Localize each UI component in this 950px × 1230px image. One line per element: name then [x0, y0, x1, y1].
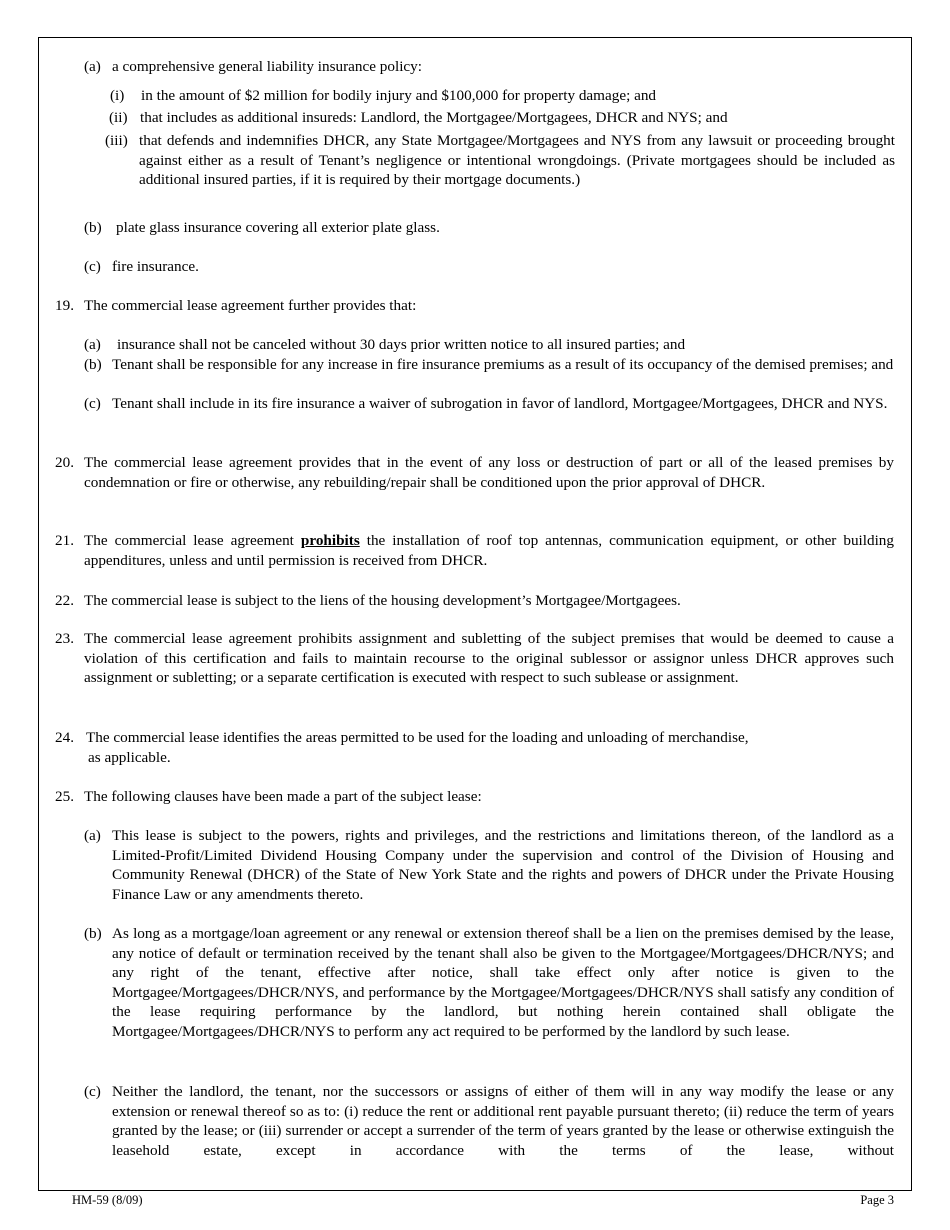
item19-a-label: (a) [84, 336, 101, 353]
item22-num: 22. [55, 592, 74, 609]
item25-a [84, 826, 896, 906]
item25-c-text: Neither the landlord, the tenant, nor the successors or assigns of either of them will in any way modify the lease or any extension or renewal thereof so as to: (i) reduce the rent or additional rent payable pursuant thereto; (ii) reduce the term of years granted by the lease; or (iii) surrender or accept a surrender of the term of years granted by the lease or otherwise extinguish the leasehold estate, except in accordance with the terms of the lease, without [112, 1083, 894, 1159]
item24-line2: as applicable. [88, 749, 171, 766]
footer-form-id: HM-59 (8/09) [72, 1193, 143, 1207]
item20 [55, 453, 896, 513]
item19-c-label: (c) [84, 395, 101, 412]
item19-b-label: (b) [84, 356, 102, 373]
item21-text [84, 531, 894, 570]
item18-sub-iii-text: that defends and indemnifies DHCR, any State Mortgagee/Mortgagees and NYS from any lawsuit or proceeding brought against either as a result of Tenant’s negligence or intentional wrongdoings. (Private mortgagees should be included as additional insured parties, if it is required by their mortgage documents.) [139, 132, 895, 189]
item21-text-after: the installation of roof top antennas, communication equipment, or other building appenditures, unless and until permission is received from DHCR. [84, 532, 894, 569]
item20-text: The commercial lease agreement provides that in the event of any loss or destruction of part or all of the leased premises by condemnation or fire or otherwise, any rebuilding/repair shall be conditioned upon the prior approval of DHCR. [84, 454, 894, 491]
item24 [55, 728, 896, 768]
footer-page-number: Page 3 [860, 1193, 894, 1207]
item19-c-text: Tenant shall include in its fire insurance a waiver of subrogation in favor of landlord, Mortgagee/Mortgagees, DHCR and NYS. [112, 395, 888, 412]
item25-num: 25. [55, 788, 74, 805]
item25-c [84, 1082, 896, 1162]
item19-b [84, 355, 896, 395]
item18-c-text: fire insurance. [112, 258, 199, 275]
item23-num: 23. [55, 630, 74, 647]
item25-a-text: This lease is subject to the powers, rights and privileges, and the restrictions and limitations thereon, of the landlord as a Limited-Profit/Limited Dividend Housing Company under the supervision and control of the Division of Housing and Community Renewal (DHCR) of the State of New York State and the rights and powers of DHCR under the Private Housing Finance Law or any amendments thereto. [112, 827, 894, 903]
item24-line1: The commercial lease identifies the areas permitted to be used for the loading and unloading of merchandise, [86, 729, 749, 746]
item18-c-label: (c) [84, 258, 101, 275]
item19-text: The commercial lease agreement further provides that: [84, 297, 417, 314]
item18-b-label: (b) [84, 219, 102, 236]
item19-num: 19. [55, 297, 74, 314]
item23 [55, 629, 896, 709]
item21-emphasis: prohibits [300, 532, 360, 549]
item19-c [84, 394, 896, 434]
item19-a-text: insurance shall not be canceled without 30 days prior written notice to all insured parties; and [117, 336, 686, 353]
item20-num: 20. [55, 454, 74, 471]
item25-b-label: (b) [84, 925, 102, 942]
item25-b [84, 924, 896, 1064]
item18-a-label: (a) [84, 58, 101, 75]
item24-num: 24. [55, 729, 74, 746]
item21-text-before: The commercial lease agreement [84, 532, 301, 549]
item25-b-text: As long as a mortgage/loan agreement or any renewal or extension thereof shall be a lien on the premises demised by the lease, any notice of default or termination received by the tenant shall also be given to the Mortgagee/Mortgagees/DHCR/NYS; and any right of the tenant, effective after notice, shall take effect only after notice is given to the Mortgagee/Mortgagees/DHCR/NYS, and performance by the Mortgagee/Mortgagees/DHCR/NYS shall satisfy any condition of the lease requiring performance by the landlord, but nothing herein contained shall obligate the Mortgagee/Mortgagees/DHCR/NYS to perform any act required to be performed by the landlord by such lease. [112, 925, 894, 1040]
item21-num: 21. [55, 532, 74, 549]
item25-text: The following clauses have been made a part of the subject lease: [84, 788, 482, 805]
item23-text: The commercial lease agreement prohibits assignment and subletting of the subject premises that would be deemed to cause a violation of this certification and fails to maintain recourse to the original sublessor or assignor unless DHCR approves such assignment or subletting; or a separate certification is executed with respect to such sublease or assignment. [84, 630, 894, 687]
item21 [55, 531, 896, 571]
item25-c-label: (c) [84, 1083, 101, 1100]
item18-sub-ii-label: (ii) [109, 109, 128, 126]
item18-sub-i-text: in the amount of $2 million for bodily injury and $100,000 for property damage; and [141, 87, 657, 104]
item22-text: The commercial lease is subject to the liens of the housing development’s Mortgagee/Mortgagees. [84, 592, 681, 609]
item18-sub-iii-label: (iii) [105, 132, 128, 149]
item25-a-label: (a) [84, 827, 101, 844]
item18-a-text: a comprehensive general liability insurance policy: [112, 58, 422, 75]
item19-b-text: Tenant shall be responsible for any increase in fire insurance premiums as a result of its occupancy of the demised premises; and [112, 356, 894, 373]
item18-sub-i-label: (i) [110, 87, 125, 104]
item18-sub-iii [104, 131, 896, 191]
item18-sub-ii-text: that includes as additional insureds: Landlord, the Mortgagee/Mortgagees, DHCR and NYS; and [140, 109, 728, 126]
item18-b-text: plate glass insurance covering all exterior plate glass. [116, 219, 440, 236]
